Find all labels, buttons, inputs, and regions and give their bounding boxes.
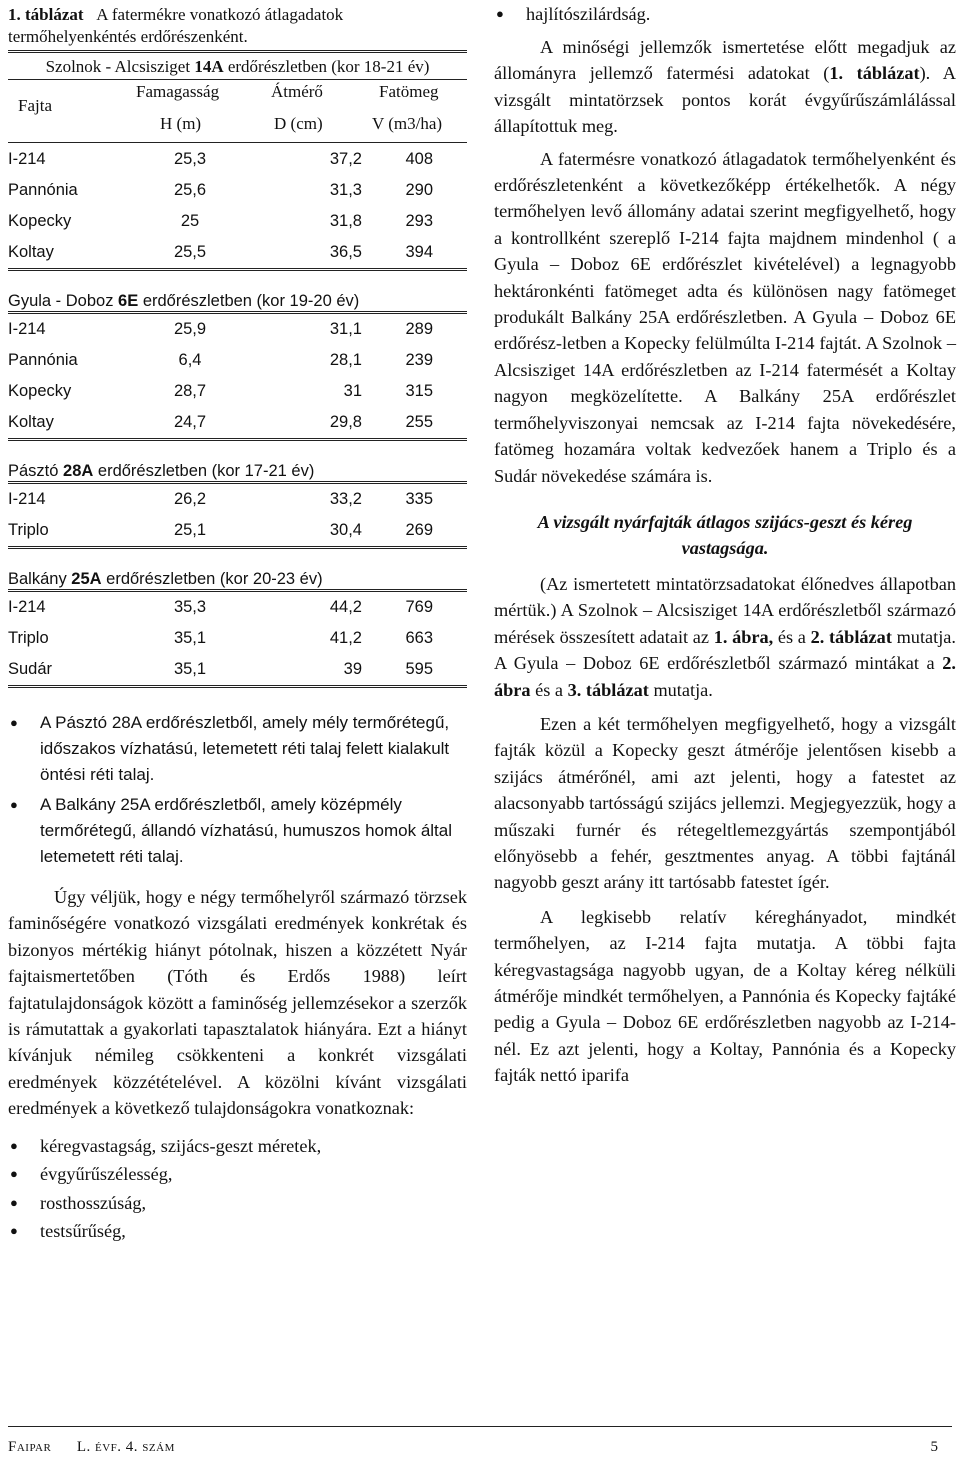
body-paragraph: Ezen a két termőhelyen megfigyelhető, hogy a vizsgált fajták közül a Kopecky geszt átmérője jelentősen kisebb a szijács átmérőnél, ami azt jelenti, hogy a fatestet az alacsonyabb tartósságú szijács jellemzi. Megjegyezzük, hogy a műszaki furnér és rétegeltlemezgyártás szempontjából előnyösebb a fehér, gesztmentes anyag. A többi fajtánál nagyobb geszt arány itt tartósabb fatestet ígér.	[494, 713, 956, 893]
body-paragraph: A minőségi jellemzők ismertetése előtt megadjuk az állományra jellemző fatermési adatokat (1. táblázat). A vizsgált mintatörzsek pontos korát évgyűrűszámlálással állapítottuk meg.	[494, 37, 956, 137]
header-diameter-unit: D (cm)	[274, 114, 323, 133]
table-caption	[8, 4, 467, 48]
list-item: ● kéregvastagság, szijács-geszt méretek,	[8, 1132, 467, 1161]
table-row: Kopecky 28,7 31 315	[8, 382, 433, 400]
table-row: Triplo 25,1 30,4 269	[8, 521, 433, 539]
journal-volume: L. évf. 4. szám	[76, 1439, 175, 1455]
header-height-unit: H (m)	[160, 114, 202, 133]
table-header	[8, 80, 467, 142]
data-table-gyula	[8, 314, 467, 438]
section-title: Balkány 25A erdőrészletben (kor 20-23 év)	[8, 570, 323, 588]
table-number: 1. táblázat	[8, 5, 84, 24]
footer-rule	[8, 1426, 952, 1427]
section-title: Pásztó 28A erdőrészletben (kor 17-21 év)	[8, 462, 315, 480]
property-list	[8, 1132, 467, 1246]
table-row: Koltay 25,5 36,5 394	[8, 243, 433, 261]
page-number: 5	[930, 1439, 938, 1455]
table-caption-text: A fatermékre vonatkozó átlagadatok termőhelyenkéntés erdőrészenként.	[8, 5, 344, 46]
rule	[8, 685, 467, 688]
footer-journal	[8, 1439, 175, 1456]
header-volume-unit: V (m3/ha)	[372, 114, 443, 133]
list-item: ● A Pásztó 28A erdőrészletből, amely mély termőrétegű, időszakos vízhatású, letemetett réti talaj felett kialakult öntési réti talaj.	[8, 710, 467, 788]
table-row: Kopecky 25 31,8 293	[8, 212, 433, 230]
rule	[8, 142, 467, 143]
list-item: ● A Balkány 25A erdőrészletből, amely középmély termőrétegű, állandó vízhatású, humuszos homok által letemetett réti talaj.	[8, 792, 467, 870]
body-paragraph: Úgy véljük, hogy e négy termőhelyről származó törzsek faminőségére vonatkozó vizsgálati eredmények konkrétak és bizonyos mértékig hiányt pótolnak, hiszen a közzétett Nyár fajtaismertetőben (Tóth és Erdős 1988) leírt fajtatulajdonságok között a faminőség jellemzésekor a szerzők is rámutattak a gyakorlati tapasztalatok hiányára. Ezt a hiányt kívánjuk némileg csökkenteni a konkrét vizsgálati eredmények közzétételével. A közölni kívánt vizsgálati eredmények a következő tulajdonságokra vonatkoznak:	[8, 887, 467, 1119]
table-row: Triplo 35,1 41,2 663	[8, 629, 433, 647]
list-item: ● évgyűrűszélesség,	[8, 1160, 467, 1189]
site-bullet-list	[8, 710, 467, 870]
body-paragraph: (Az ismertetett mintatörzsadatokat élőnedves állapotban mértük.) A Szolnok – Alcsisziget 14A erdőrészletből származó mérések összesített adatait az 1. ábra, és a 2. táblázat mutatja. A Gyula – Doboz 6E erdőrészletből származó mintákat a 2. ábra és a 3. táblázat mutatja.	[494, 573, 956, 700]
table-row: Pannónia 6,4 28,1 239	[8, 351, 433, 369]
body-paragraph: A fatermésre vonatkozó átlagadatok termőhelyenként és erdőrészletenként a következőképp értékelhetők. A négy termőhelyen levő állomány adatai szerint megfigyelhető, hogy a kontrollként szereplő I-214 fajta majdnem mindenhol ( a Gyula – Doboz 6E erdőrészlet kivételével) a legnagyobb hektáronkénti fatömeget adta és különösen nagy fatömeget produkált Balkány 25A erdőrészletben. A Gyula – Doboz 6E erdőrész-letben a Kopecky felülmúlta I-214 fajtát. A Szolnok – Alcsisziget 14A erdőrészletben az I-214 fatermését a Koltay nagyon megközelítette. A Balkány 25A erdőrészlet termőhelyviszonyai nemcsak az I-214 fajta növekedésére, fatömeg hozamára voltak kedvezőek hanem a Triplo és a Sudár növekedése számára is.	[494, 148, 956, 486]
table-row: Koltay 24,7 29,8 255	[8, 413, 433, 431]
left-column	[8, 4, 467, 1246]
table-row: I-214 35,3 44,2 769	[8, 598, 433, 616]
table-row: I-214 25,9 31,1 289	[8, 320, 433, 338]
table-row: Pannónia 25,6 31,3 290	[8, 181, 433, 199]
journal-name: Faipar	[8, 1439, 52, 1455]
right-column	[494, 2, 956, 1089]
property-list-continued	[494, 2, 956, 26]
data-table-paszto	[8, 484, 467, 546]
header-height: Famagasság	[136, 82, 220, 101]
header-diameter: Átmérő	[271, 82, 323, 101]
header-fajta: Fajta	[18, 96, 52, 115]
table-row: I-214 26,2 33,2 335	[8, 490, 433, 508]
data-table-szolnok	[8, 144, 467, 268]
section-title: Gyula - Doboz 6E erdőrészletben (kor 19-20 év)	[8, 292, 360, 310]
list-item: ● hajlítószilárdság.	[494, 2, 956, 26]
list-item: ● rosthosszúság,	[8, 1189, 467, 1218]
list-item: ● testsűrűség,	[8, 1217, 467, 1246]
body-paragraph: A legkisebb relatív kéreghányadot, mindkét termőhelyen, az I-214 fajta mutatja. A többi fajta kéregvastagsága nagyobb ugyan, de a Koltay kéreg nélküli átmérője mindkét termőhelyen, a Pannónia és Kopecky fajtáké pedig a Gyula – Doboz 6E erdőrészletben nagyobb az I-214-nél. Ez azt jelenti, hogy a Koltay, Pannónia és a Kopecky fajták nettó iparifa	[494, 906, 956, 1086]
section-title: Szolnok - Alcsisziget 14A erdőrészletben (kor 18-21 év)	[45, 57, 430, 76]
page-footer	[0, 1426, 960, 1461]
table-row: I-214 25,3 37,2 408	[8, 150, 433, 168]
header-volume: Fatömeg	[379, 82, 439, 101]
data-table-balkany	[8, 592, 467, 685]
table-row: Sudár 35,1 39 595	[8, 660, 433, 678]
section-heading: A vizsgált nyárfajták átlagos szijács-geszt és kéreg vastagsága.	[537, 511, 913, 558]
